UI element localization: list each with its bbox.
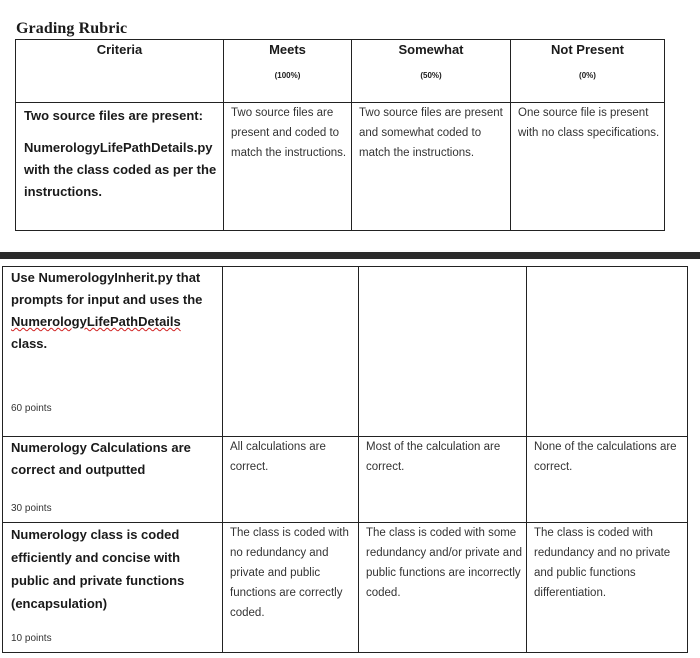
row2-somewhat <box>359 267 527 437</box>
rubric-row-2 <box>3 267 688 437</box>
header-not-present <box>511 40 665 103</box>
row4-not-present: The class is coded with redundancy and no private and public functions differentiation. <box>527 523 688 653</box>
row2-not-present <box>527 267 688 437</box>
row4-meets: The class is coded with no redundancy and private and public functions are correctly coded. <box>223 523 359 653</box>
page-divider <box>0 252 700 259</box>
header-somewhat <box>352 40 511 103</box>
row1-meets: Two source files are present and coded to match the instructions. <box>224 103 352 231</box>
row2-class-name: NumerologyLifePathDetails <box>11 314 181 329</box>
row4-somewhat: The class is coded with some redundancy and/or private and public functions are incorrectly coded. <box>359 523 527 653</box>
header-not-present-label: Not Present <box>551 42 624 57</box>
row3-criteria <box>3 437 223 523</box>
row2-meets <box>223 267 359 437</box>
row3-meets: All calculations are correct. <box>223 437 359 523</box>
rubric-row-1 <box>16 103 665 231</box>
row1-criteria-title: Two source files are present: <box>24 108 203 123</box>
header-somewhat-label: Somewhat <box>398 42 464 57</box>
not-present-percent: (0%) <box>579 71 596 80</box>
somewhat-percent: (50%) <box>420 71 442 80</box>
row2-points: 60 points <box>11 403 52 414</box>
row2-criteria-main: Use NumerologyInherit.py that prompts for input and uses the <box>11 270 203 307</box>
rubric-row-4 <box>3 523 688 653</box>
row4-criteria <box>3 523 223 653</box>
header-meets-label: Meets <box>269 42 306 57</box>
rubric-row-3 <box>3 437 688 523</box>
header-criteria <box>16 40 224 103</box>
row3-points: 30 points <box>11 503 52 514</box>
row3-somewhat: Most of the calculation are correct. <box>359 437 527 523</box>
rubric-title: Grading Rubric <box>16 20 128 37</box>
row2-criteria <box>3 267 223 437</box>
header-row <box>16 40 665 103</box>
row4-points: 10 points <box>11 633 52 644</box>
row1-not-present: One source file is present with no class specifications. <box>511 103 665 231</box>
meets-percent: (100%) <box>274 71 301 80</box>
header-criteria-label: Criteria <box>96 42 143 57</box>
header-meets <box>224 40 352 103</box>
row4-criteria-text: Numerology class is coded efficiently and concise with public and private functions (encapsulation) <box>11 527 185 611</box>
rubric-table-bottom <box>2 266 688 653</box>
row3-criteria-text: Numerology Calculations are correct and outputted <box>11 440 191 477</box>
row2-criteria-text <box>11 267 216 355</box>
row3-not-present: None of the calculations are correct. <box>527 437 688 523</box>
row1-criteria <box>16 103 224 231</box>
row1-somewhat: Two source files are present and somewhat coded to match the instructions. <box>352 103 511 231</box>
row2-criteria-end: class. <box>11 336 48 351</box>
row1-criteria-detail: NumerologyLifePathDetails.py with the class coded as per the instructions. <box>24 140 217 199</box>
rubric-table-top <box>15 39 665 231</box>
